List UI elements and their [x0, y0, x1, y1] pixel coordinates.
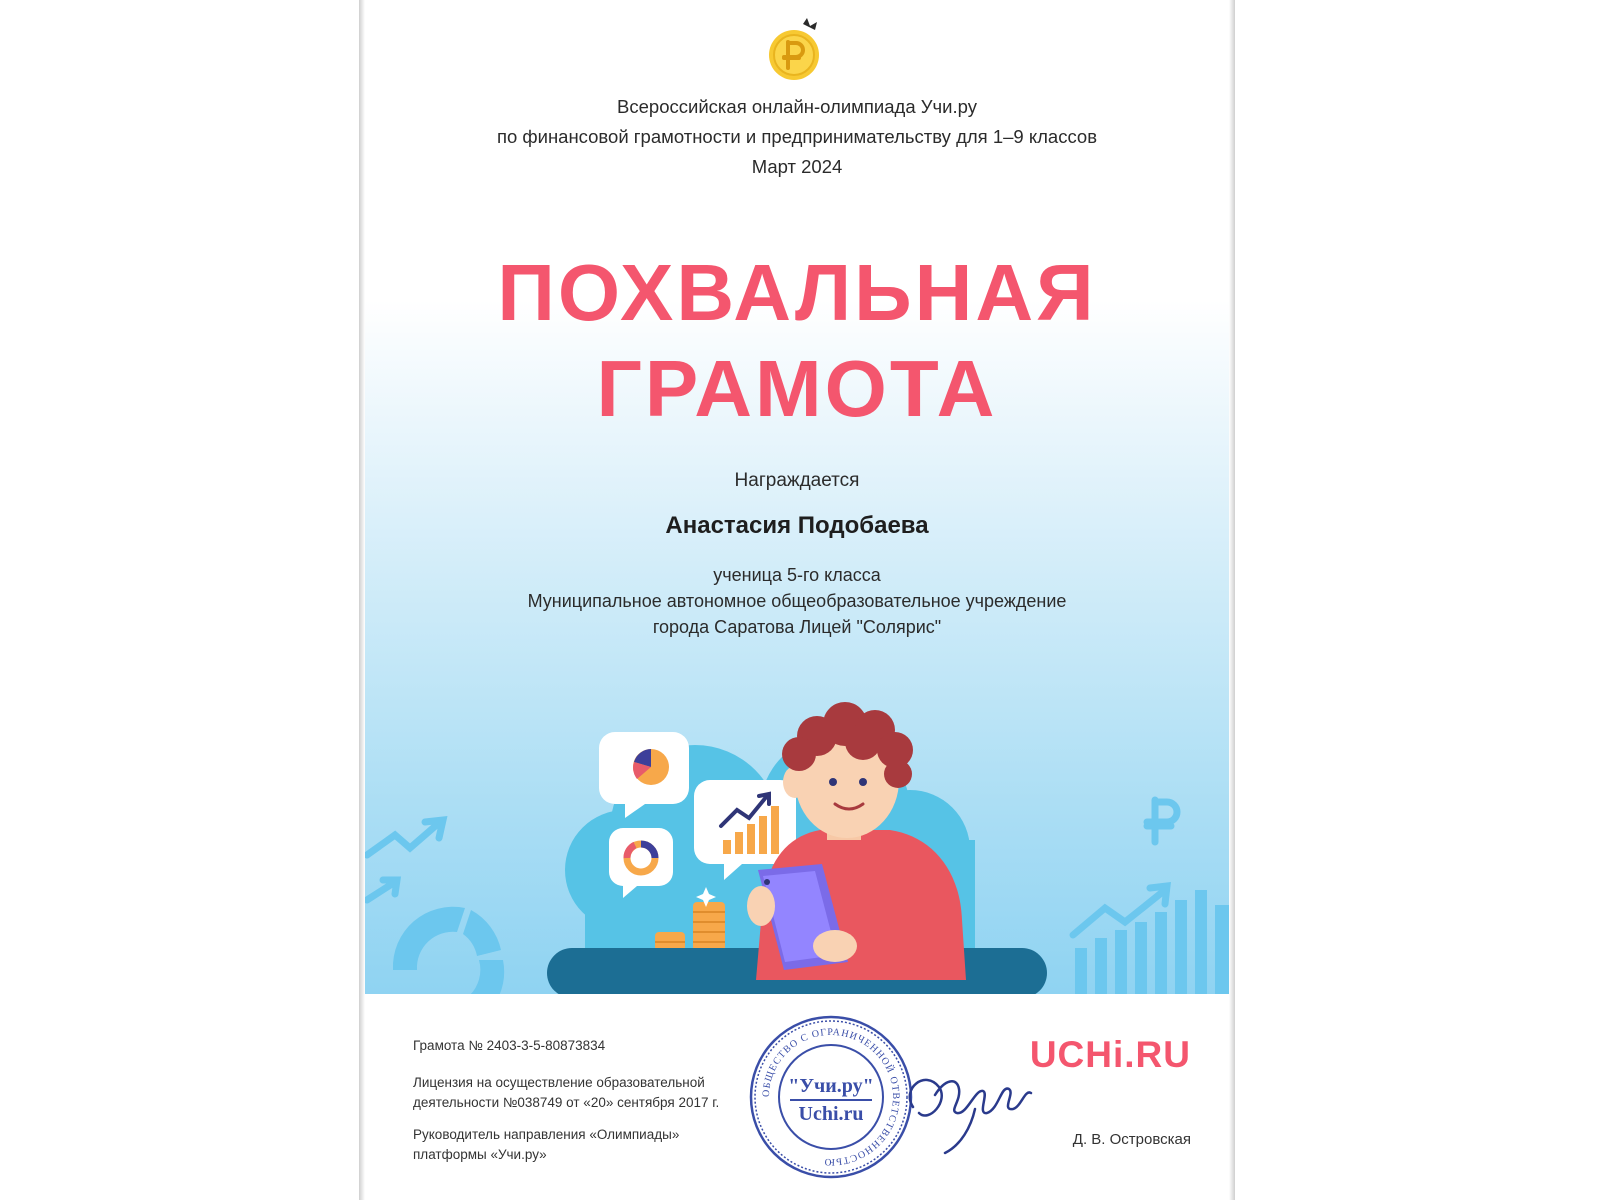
- svg-text:ОБЩЕСТВО С ОГРАНИЧЕННОЙ ОТВЕТС: [761, 1027, 901, 1167]
- arrow-up-icon: [367, 820, 443, 900]
- certificate-title: [365, 245, 1229, 437]
- ruble-coin-icon: [763, 18, 829, 84]
- certificate-number: Грамота № 2403-3-5-80873834: [413, 1038, 606, 1053]
- head-of-direction: [413, 1125, 679, 1165]
- finance-illustration: [365, 700, 1229, 995]
- page-edge-right: [1229, 0, 1235, 1200]
- recipient-details: [365, 562, 1229, 640]
- stamp-ring-text: ОБЩЕСТВО С ОГРАНИЧЕННОЙ ОТВЕТСТВЕННОСТЬЮ: [760, 1026, 902, 1168]
- stamp-center-line-2: Uchi.ru: [798, 1103, 864, 1125]
- uchi-ru-logo: UCHi.RU: [1029, 1034, 1191, 1075]
- signer-name: Д. В. Островская: [1072, 1131, 1191, 1148]
- awarded-label: Награждается: [734, 470, 860, 491]
- official-stamp: [748, 1014, 914, 1180]
- certificate: [365, 0, 1229, 1200]
- head-line-2: платформы «Учи.ру»: [413, 1147, 547, 1162]
- header-line-1: Всероссийская онлайн-олимпиада Учи.ру: [617, 96, 977, 117]
- ruble-icon: [1147, 800, 1177, 842]
- header-line-2: по финансовой грамотности и предпринимательству для 1–9 классов: [496, 126, 1098, 147]
- recipient-name: Анастасия Подобаева: [665, 512, 929, 539]
- olympiad-header: [365, 92, 1229, 182]
- head-line-1: Руководитель направления «Олимпиады»: [413, 1127, 680, 1142]
- certificate-footer: [365, 994, 1229, 1200]
- grade-line: ученица 5-го класса: [713, 565, 881, 585]
- school-line-1: Муниципальное автономное общеобразовательное учреждение: [527, 591, 1067, 611]
- donut-chart-icon: [393, 907, 504, 995]
- header-line-3: Март 2024: [751, 156, 843, 177]
- license-line-2: деятельности №038749 от «20» сентября 2017 г.: [413, 1095, 720, 1110]
- school-line-2: города Саратова Лицей "Солярис": [652, 617, 942, 637]
- bar-chart-right: [1075, 890, 1229, 995]
- stamp-center-line-1: "Учи.ру": [788, 1075, 874, 1097]
- title-line-2: ГРАМОТА: [596, 344, 998, 433]
- license-info: [413, 1073, 719, 1113]
- title-line-1: ПОХВАЛЬНАЯ: [497, 248, 1097, 337]
- license-line-1: Лицензия на осуществление образовательной: [413, 1075, 705, 1090]
